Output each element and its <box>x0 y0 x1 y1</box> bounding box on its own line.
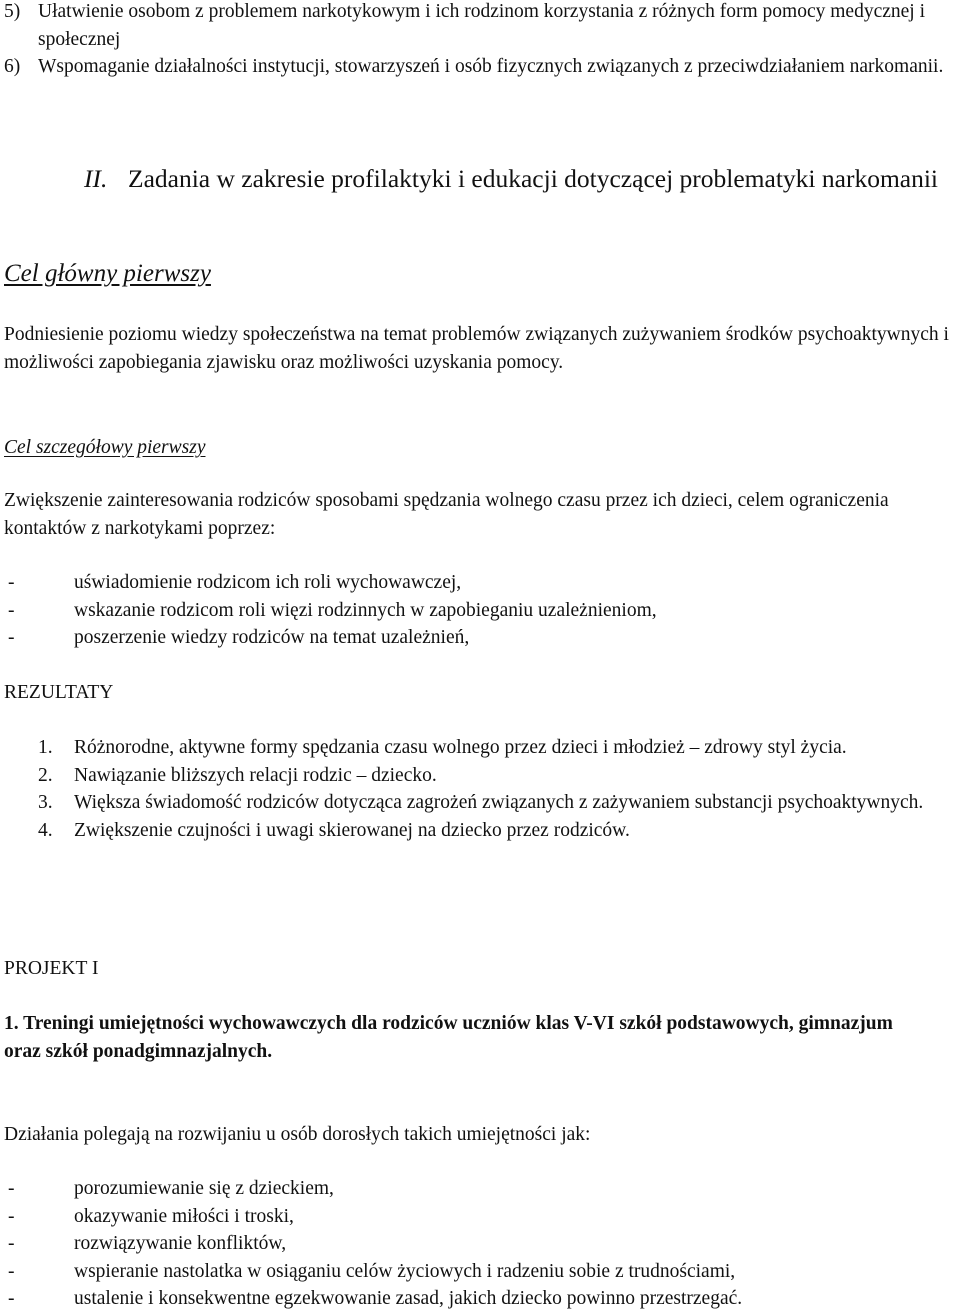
list-text: ustalenie i konsekwentne egzekwowanie zasad, jakich dziecko powinno przestrzegać. <box>74 1288 743 1309</box>
list-text: Wspomaganie działalności instytucji, stowarzyszeń i osób fizycznych związanych z przeciwdziałaniem narkomanii. <box>38 56 944 77</box>
bullet-dash: - <box>8 1233 15 1254</box>
list-item <box>4 0 956 53</box>
list-item <box>4 734 956 762</box>
list-item <box>4 817 956 845</box>
list-text: Różnorodne, aktywne formy spędzania czasu wolnego przez dzieci i młodzież – zdrowy styl życia. <box>74 737 847 758</box>
bullet-dash: - <box>8 572 15 593</box>
list-item <box>4 762 956 790</box>
cel-szczegolowy-bullets <box>4 569 956 652</box>
bullet-dash: - <box>8 1205 15 1227</box>
list-item <box>4 1175 956 1203</box>
list-item <box>4 597 956 625</box>
cel-glowny-heading: Cel główny pierwszy <box>4 260 211 287</box>
bullet-dash: - <box>8 1178 15 1199</box>
list-text: okazywanie miłości i troski, <box>74 1205 294 1227</box>
cel-szczegolowy-text: Zwiększenie zainteresowania rodziców sposobami spędzania wolnego czasu przez ich dzieci, celem ograniczenia kontaktów z narkotykami poprzez: <box>4 490 889 539</box>
list-item <box>4 569 956 597</box>
rezultaty-list <box>4 734 956 844</box>
top-list <box>4 0 956 81</box>
cel-szczegolowy-heading: Cel szczegółowy pierwszy <box>4 437 206 458</box>
bullet-dash: - <box>8 1288 15 1309</box>
section-heading <box>4 162 956 195</box>
list-text: Zwiększenie czujności i uwagi skierowanej na dziecko przez rodziców. <box>74 819 630 841</box>
list-text: Nawiązanie bliższych relacji rodzic – dziecko. <box>74 764 437 786</box>
list-number: 5) <box>4 1 21 22</box>
list-number: 1. <box>38 737 53 758</box>
list-item <box>4 624 956 652</box>
list-text: poszerzenie wiedzy rodziców na temat uzależnień, <box>74 627 470 648</box>
list-number: 3. <box>38 792 53 813</box>
list-text: rozwiązywanie konfliktów, <box>74 1233 287 1254</box>
list-item <box>4 53 956 81</box>
cel-glowny-text: Podniesienie poziomu wiedzy społeczeństwa na temat problemów związanych zużywaniem środków psychoaktywnych i możliwości zapobiegania zjawisku oraz możliwości uzyskania pomocy. <box>4 324 949 373</box>
list-item <box>4 789 956 817</box>
rezultaty-heading: REZULTATY <box>4 682 114 703</box>
list-number: 6) <box>4 56 21 77</box>
projekt-bullets <box>4 1175 956 1313</box>
section-numeral: II. <box>84 164 108 193</box>
projekt-heading: PROJEKT I <box>4 958 99 979</box>
list-text: wspieranie nastolatka w osiąganiu celów życiowych i radzeniu sobie z trudnościami, <box>74 1260 736 1282</box>
list-text: uświadomienie rodzicom ich roli wychowawczej, <box>74 572 462 593</box>
bullet-dash: - <box>8 1260 15 1282</box>
list-item <box>4 1258 956 1286</box>
projekt-intro: Działania polegają na rozwijaniu u osób dorosłych takich umiejętności jak: <box>4 1124 591 1145</box>
list-text: Ułatwienie osobom z problemem narkotykowym i ich rodzinom korzystania z różnych form pomocy medycznej i społecznej <box>38 1 926 50</box>
section-title: Zadania w zakresie profilaktyki i edukacji dotyczącej problematyki narkomanii <box>128 164 939 193</box>
bullet-dash: - <box>8 599 15 621</box>
list-item <box>4 1230 956 1258</box>
bullet-dash: - <box>8 627 15 648</box>
list-text: porozumiewanie się z dzieckiem, <box>74 1178 334 1199</box>
list-text: wskazanie rodzicom roli więzi rodzinnych w zapobieganiu uzależnieniom, <box>74 599 657 621</box>
list-number: 4. <box>38 819 53 841</box>
list-item <box>4 1285 956 1313</box>
list-text: Większa świadomość rodziców dotycząca zagrożeń związanych z zażywaniem substancji psychoaktywnych. <box>74 792 924 813</box>
list-number: 2. <box>38 764 53 786</box>
projekt-title: 1. Treningi umiejętności wychowawczych dla rodziców uczniów klas V-VI szkół podstawowych, gimnazjum oraz szkół ponadgimnazjalnych. <box>4 1013 893 1062</box>
list-item <box>4 1203 956 1231</box>
